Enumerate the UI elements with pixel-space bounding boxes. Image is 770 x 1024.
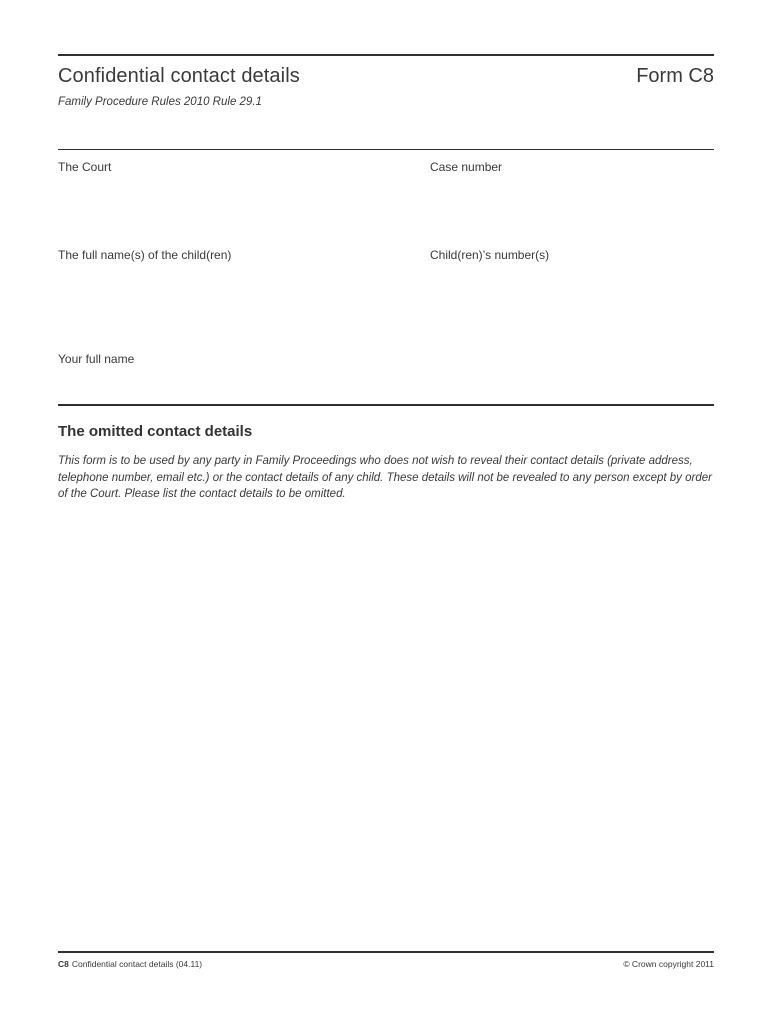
- case-number-input-area[interactable]: [430, 176, 714, 236]
- fields-divider-rule: [58, 149, 714, 150]
- footer-copyright: © Crown copyright 2011: [623, 959, 714, 969]
- children-names-input-area[interactable]: [58, 264, 408, 339]
- omitted-details-input-area[interactable]: [58, 515, 714, 945]
- page-title: Confidential contact details: [58, 65, 300, 87]
- children-numbers-input-area[interactable]: [430, 264, 714, 339]
- section-divider-rule: [58, 404, 714, 406]
- case-number-field-label: Case number: [430, 160, 503, 174]
- form-code-label: Form C8: [636, 65, 714, 87]
- children-numbers-field-label: Child(ren)’s number(s): [430, 248, 550, 262]
- footer-rule: [58, 951, 714, 953]
- your-name-field-label: Your full name: [58, 352, 135, 366]
- rules-subtitle: Family Procedure Rules 2010 Rule 29.1: [58, 96, 262, 108]
- court-field-label: The Court: [58, 160, 112, 174]
- footer-form-code: C8: [58, 959, 69, 969]
- footer-form-title: Confidential contact details (04.11): [71, 959, 203, 969]
- header: [58, 65, 714, 88]
- your-name-input-area[interactable]: [58, 368, 714, 398]
- section-description: This form is to be used by any party in Family Proceedings who does not wish to reveal their contact details (private address, telephone number, email etc.) or the contact details of any child. These details will not be revealed to any person except by order of the Court. Please list the contact details to be omitted.: [58, 455, 712, 500]
- header-top-rule: [58, 54, 714, 56]
- children-names-field-label: The full name(s) of the child(ren): [58, 248, 232, 262]
- section-heading: The omitted contact details: [58, 423, 253, 440]
- footer-form-reference: [58, 959, 202, 969]
- court-input-area[interactable]: [58, 176, 408, 236]
